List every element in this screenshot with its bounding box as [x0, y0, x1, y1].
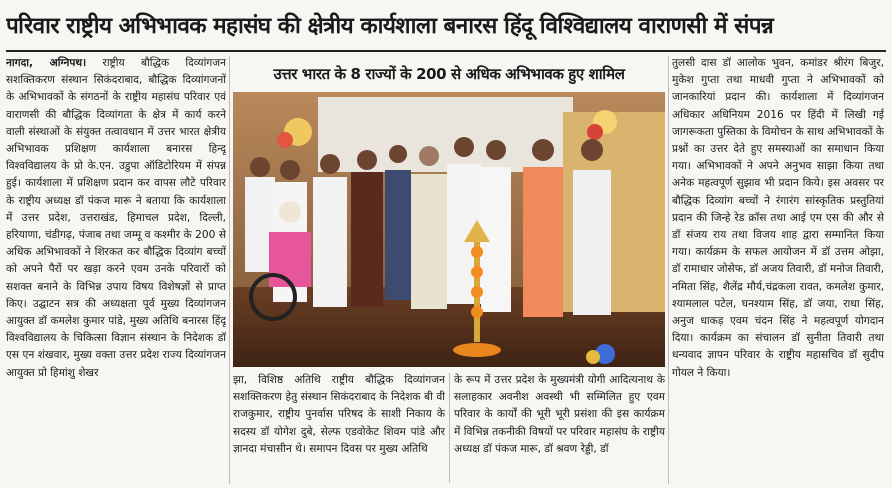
column-divider [229, 56, 230, 484]
left-column [6, 55, 226, 485]
subheadline: उत्तर भारत के 8 राज्यों के 200 से अधिक अभिभावक हुए शामिल [273, 65, 625, 83]
event-photo [233, 92, 665, 367]
column-divider [449, 373, 450, 483]
event-photo-illustration [233, 92, 665, 367]
bottom-column-2: के रूप में उत्तर प्रदेश के मुख्यमंत्री योगी आदित्यनाथ के सलाहकार अवनीश अवस्थी भी सम्मिलित हुए एवम परिवार के कार्यों की भूरी भूरी प्रसंशा की इस कार्यक्रम में विभिन्न तकनीकी विषयों पर परिवार महासंघ के राष्ट्रीय अध्यक्ष डॉ पंकज मारू, डॉ श्रवण रेड्डी, डॉ [454, 374, 665, 455]
right-column: तुलसी दास डॉ आलोक भुवन, कमांडर श्रीरंग बिजुर, मुकेश गुप्ता तथा माधवी गुप्ता ने अभिभावकों को जानकारियां प्रदान की। कार्यशाला में दिव्यांगजन अधिकार अधिनियम 2016 पर हिंदी में लिखी गई जागरूकता पुस्तिका के विमोचन के साथ अभिभावकों के प्रश्नों का उत्तर देते हुए समस्याओं का समाधान किया गया। अभिभावकों ने अपने अनुभव साझा किया तथा अनेक महत्वपूर्ण सुझाव भी प्रदान किये। इस अवसर पर बौद्धिक दिव्यांग बच्चों ने रंगारंग सांस्कृतिक प्रस्तुतियां प्रदान की जिन्हे रेड क्रॉस तथा आई एम एस की और से डॉ संजय राय तथा विजय शाह द्वारा सम्मानित किया गया। कार्यक्रम के सफल आयोजन में डॉ उत्तम ओझा, डॉ रामाधार जोसेफ, डॉ अजय तिवारी, डॉ मनोज तिवारी, नमिता सिंह, शैलेंद्र मौर्य,चंद्रकला रावत, कमलेश कुमार, श्यामलाल पटेल, घनश्याम सिंह, डॉ जया, राधा सिंह, अनुज धाकड़ एवम चंदन सिंह ने महत्वपूर्ण योगदान दिया। कार्यक्रम का संचालन डॉ सुनीता तिवारी तथा धन्यवाद ज्ञापन परिवार के राष्ट्रीय महासचिव डॉ सुदीप गोयल ने किया। [672, 57, 884, 379]
bottom-column-1: झा, विशिष्ठ अतिथि राष्ट्रीय बौद्धिक दिव्यांगजन सशक्तिकरण हेतु संस्थान सिकंदराबाद के निदेशक बी वी राजकुमार, राष्ट्रीय पुनर्वास परिषद के साशी निकाय के सदस्य डॉ योगेश दुबे, सेल्फ एडवोकेट शिवम पांडे और ज्ञानदा मंचासीन थे। समापन दिवस पर मुख्य अतिथि [233, 374, 445, 455]
column-divider [668, 56, 669, 484]
left-column-text: राष्ट्रीय बौद्धिक दिव्यांगजन सशक्तिकरण संस्थान सिकंदराबाद, बौद्धिक दिव्यांगजनों के अभिभावकों के संगठनों के राष्ट्रीय महासंघ परिवार एवं वाराणसी की बौद्धिक दिव्यांगता के क्षेत्र में कार्य करने वाली संस्थाओं के संयुक्त तत्वावधान में उत्तर भारत क्षेत्रीय अभिभावक प्रशिक्षण कार्यशाला बनारस हिन्दू विश्वविद्यालय के प्रो के.एन. उडुपा ऑडिटोरियम में संपन्न हुई। कार्यशाला में प्रशिक्षण प्रदान कर वापस लौटे परिवार के राष्ट्रीय अध्यक्ष डॉ पंकज मारू ने बताया कि कार्यशाला में उत्तर प्रदेश, उत्तराखंड, हिमाचल प्रदेश, दिल्ली, हरियाणा, चंडीगढ़, पंजाब तथा जम्मू व कश्मीर के 200 से अधिक अभिभावकों ने शिरकत कर बौद्धिक दिव्यांग बच्चों को अपने पैरों पर खड़ा करने एवम उनके परिवारों को सशक्त बनाने के विभिन्न उपाय विषय विशेषज्ञों से प्राप्त किए। उद्घाटन सत्र की अध्यक्षता पूर्व मुख्य दिव्यांगजन आयुक्त डॉ कमलेश कुमार पांडे, मुख्य अतिथि बनारस हिंदू विश्वविद्यालय के चिकित्सा विज्ञान संस्थान के निदेशक डॉ एस एन शंखवार, मुख्य वक्ता उत्तर प्रदेश राज्य दिव्यांगजन आयुक्त प्रो हिमांशु शेखर [6, 57, 226, 379]
dateline: नागदा, अग्निपथ। [6, 57, 87, 69]
headline-rule [6, 50, 886, 52]
headline: परिवार राष्ट्रीय अभिभावक महासंघ की क्षेत्रीय कार्यशाला बनारस हिंदू विश्विद्यालय वाराणसी में संपन्न [6, 13, 774, 39]
